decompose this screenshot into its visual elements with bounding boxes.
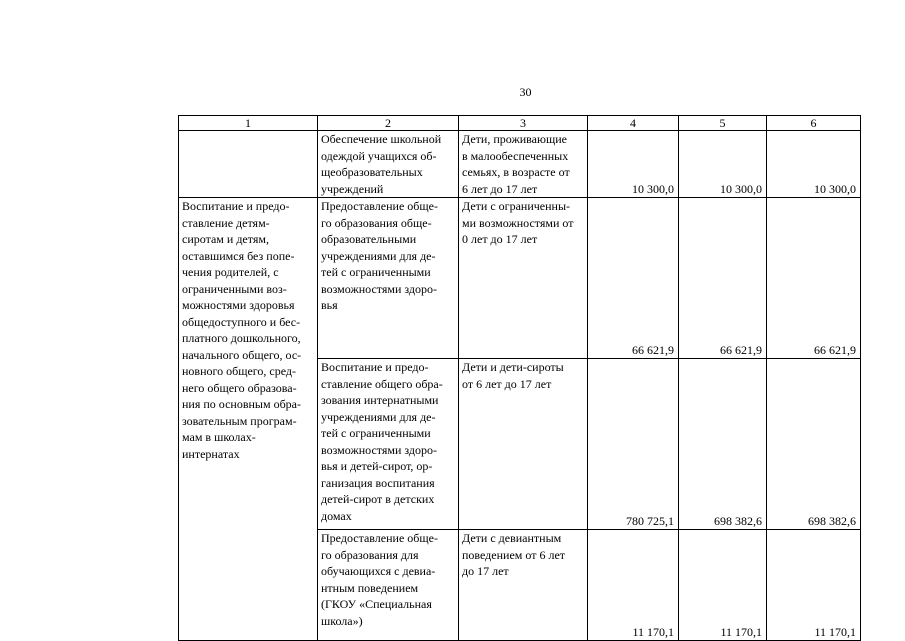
value-cell: 10 300,0 [767, 131, 861, 198]
value-cell: 11 170,1 [588, 530, 679, 641]
budget-table [178, 115, 861, 641]
service-cell: Обеспечение школьной одеждой учащихся об- щеобразовательных учреждений [318, 131, 459, 198]
value-cell: 66 621,9 [588, 198, 679, 359]
service-cell: Предоставление обще- го образования обще- образовательными учреждениями для де- тей с ограниченными возможностями здоро- вья [318, 198, 459, 359]
recipient-cell: Дети с ограниченны- ми возможностями от 0 лет до 17 лет [459, 198, 588, 359]
table-row [179, 131, 861, 198]
value-cell: 11 170,1 [679, 530, 767, 641]
recipient-cell: Дети, проживающие в малообеспеченных семьях, в возрасте от 6 лет до 17 лет [459, 131, 588, 198]
value-cell: 66 621,9 [679, 198, 767, 359]
value-cell: 10 300,0 [588, 131, 679, 198]
value-cell: 698 382,6 [767, 359, 861, 530]
service-cell: Предоставление обще- го образования для обучающихся с девиа- нтным поведением (ГКОУ «Специальная школа») [318, 530, 459, 641]
column-header: 6 [767, 116, 861, 131]
recipient-cell: Дети с девиантным поведением от 6 лет до 17 лет [459, 530, 588, 641]
program-cell [179, 131, 318, 198]
column-header: 1 [179, 116, 318, 131]
value-cell: 66 621,9 [767, 198, 861, 359]
program-cell: Воспитание и предо- ставление детям- сиротам и детям, оставшимся без попе- чения родителей, с ограниченными воз- можностями здоровья общедоступного и бес- платного дошкольного, начального общего, ос- новного общего, сред- него общего образова- ния по основным обра- зовательным програм- мам в школах- интернатах [179, 198, 318, 641]
column-header: 2 [318, 116, 459, 131]
table-row [179, 198, 861, 359]
column-header: 4 [588, 116, 679, 131]
value-cell: 698 382,6 [679, 359, 767, 530]
value-cell: 11 170,1 [767, 530, 861, 641]
value-cell: 10 300,0 [679, 131, 767, 198]
column-header: 3 [459, 116, 588, 131]
value-cell: 780 725,1 [588, 359, 679, 530]
recipient-cell: Дети и дети-сироты от 6 лет до 17 лет [459, 359, 588, 530]
table-header-row [179, 116, 861, 131]
column-header: 5 [679, 116, 767, 131]
page-number: 30 [519, 85, 532, 99]
service-cell: Воспитание и предо- ставление общего обра- зования интернатными учреждениями для де- тей с ограниченными возможностями здоро- вья и детей-сирот, ор- ганизация воспитания детей-сирот в детских домах [318, 359, 459, 530]
